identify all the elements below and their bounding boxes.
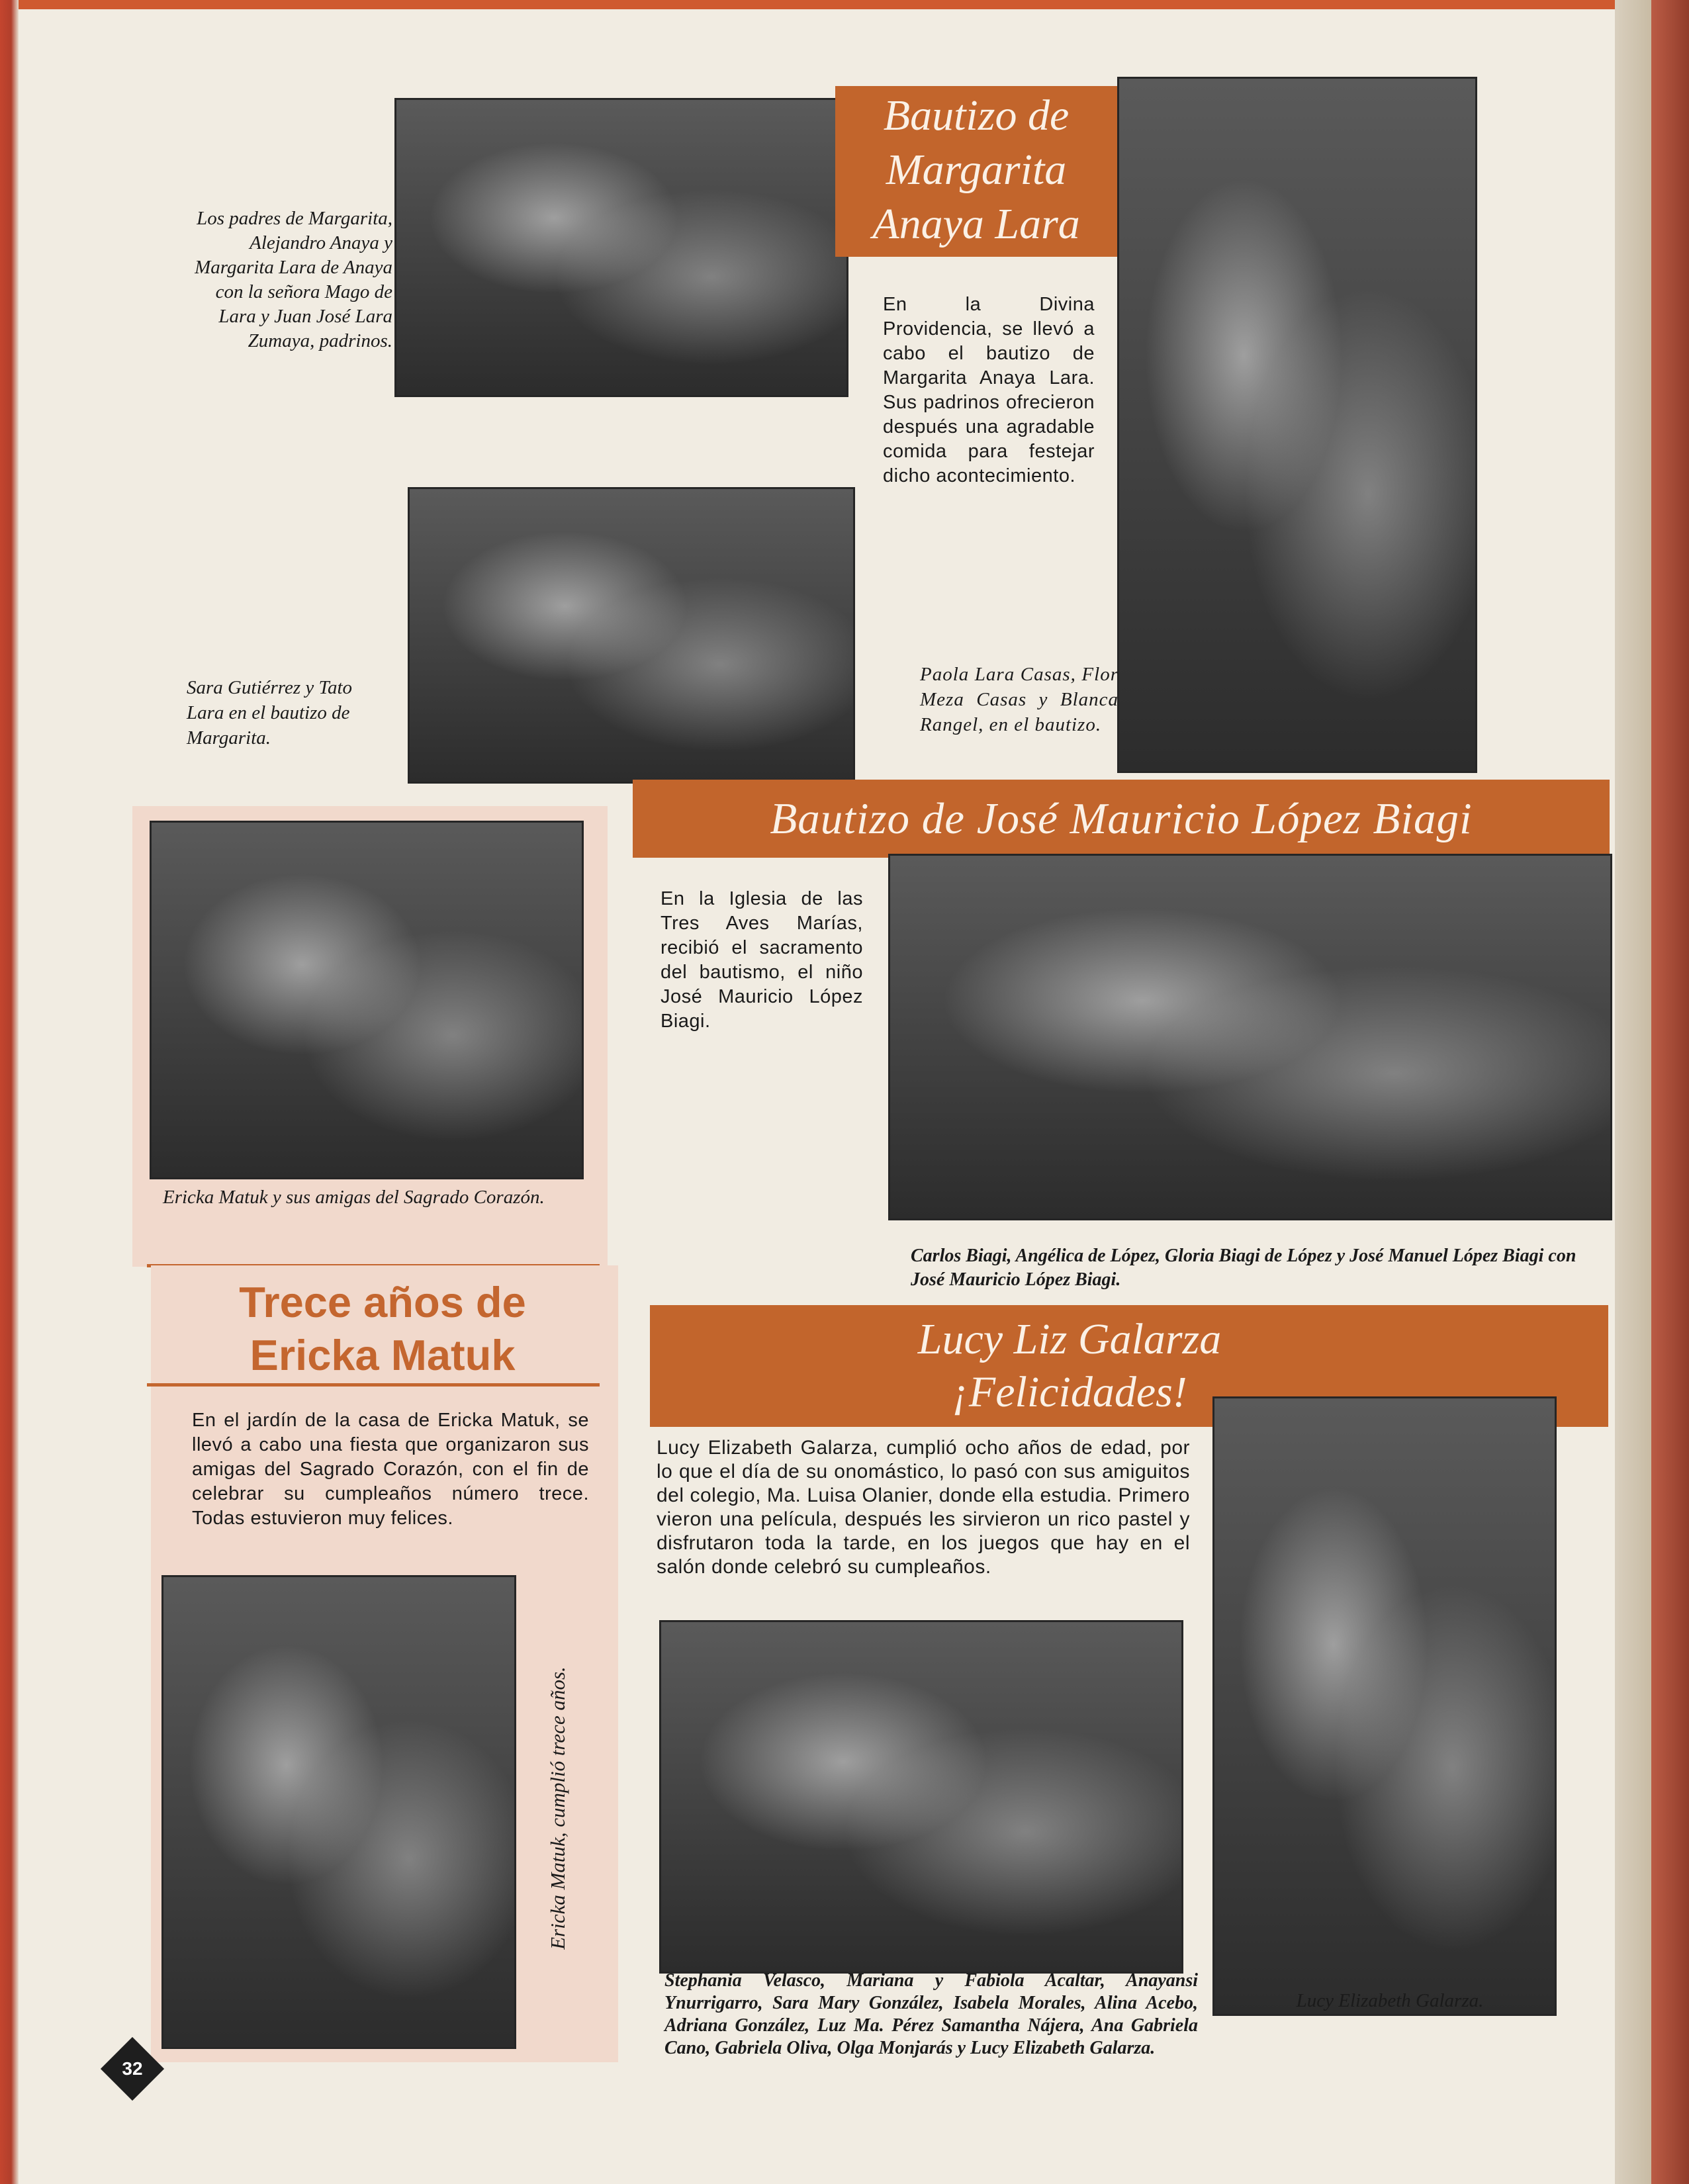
title-line-3: Anaya Lara [872,200,1080,248]
page-left-edge [0,0,19,2184]
photo-jose-mauricio [888,854,1612,1220]
photo-ericka-group [150,821,584,1179]
title-line-1: Bautizo de [883,91,1070,140]
title-line-2: Margarita [886,146,1067,194]
ericka-title-line-2: Ericka Matuk [250,1331,516,1379]
banner-jose-mauricio-title: Bautizo de José Mauricio López Biagi [633,780,1610,858]
body-margarita: En la Divina Providencia, se llevó a cabo el bautizo de Margarita Anaya Lara. Sus padrinos ofrecieron después una agradable comida para festejar dicho acontecimiento. [883,294,1095,486]
binding-spine-cover [1651,0,1689,2184]
caption-ericka-portrait: Ericka Matuk, cumplió trece años. [546,1666,569,1950]
photo-margarita-girls [1117,77,1477,773]
photo-margarita-parents [394,98,848,397]
caption-jose-mauricio: Carlos Biagi, Angélica de López, Gloria Biagi de López y José Manuel López Biagi con José Mauricio López Biagi. [911,1246,1576,1290]
page-number-badge [101,2037,164,2101]
caption-ericka-group: Ericka Matuk y sus amigas del Sagrado Corazón. [163,1187,545,1208]
ericka-title-line-1: Trece años de [239,1278,526,1326]
body-ericka: En el jardín de la casa de Ericka Matuk, se llevó a cabo una fiesta que organizaron sus amigas del Sagrado Corazón, con el fin de celebrar su cumpleaños número trece. Todas estuvieron muy felices. [192,1410,589,1529]
caption-margarita-parents: Los padres de Margarita, Alejandro Anaya y Margarita Lara de Anaya con la señora Mago de Lara y Juan José Lara Zumaya, padrinos. [195,208,392,351]
lucy-title-line-2: ¡Felicidades! [952,1368,1187,1416]
photo-ericka-portrait [161,1575,516,2049]
photo-lucy-group [659,1620,1183,1974]
ericka-rule-bottom [147,1383,600,1387]
caption-lucy-group: Stephania Velasco, Mariana y Fabiola Acaltar, Anayansi Ynurrigarro, Sara Mary González, Isabela Morales, Alina Acebo, Adriana González, Luz Ma. Pérez Samantha Nájera, Ana Gabriela Cano, Gabriela Oliva, Olga Monjarás y Lucy Elizabeth Galarza. [664,1970,1198,2058]
caption-sara-tato: Sara Gutiérrez y Tato Lara en el bautizo de Margarita. [187,677,353,749]
ericka-title [151,1276,614,1382]
banner-margarita-title [835,86,1117,257]
photo-sara-tato [408,487,855,784]
body-lucy: Lucy Elizabeth Galarza, cumplió ocho años de edad, por lo que el día de su onomástico, lo pasó con sus amiguitos del colegio, Ma. Luisa Olanier, donde ella estudia. Primero vieron una película, después les sirvieron un rico pastel y disfrutaron toda la tarde, en los juegos que hay en el salón donde celebró su cumpleaños. [657,1437,1190,1578]
lucy-title-line-1: Lucy Liz Galarza [917,1315,1222,1363]
caption-margarita-girls: Paola Lara Casas, Flor Meza Casas y Blanca Rangel, en el bautizo. [920,664,1118,735]
page-number: 32 [122,2058,143,2079]
photo-lucy-portrait [1212,1396,1557,2016]
page-top-edge [0,0,1689,9]
caption-lucy-portrait: Lucy Elizabeth Galarza. [1296,1990,1484,2011]
body-jose-mauricio: En la Iglesia de las Tres Aves Marías, recibió el sacramento del bautismo, el niño José Mauricio López Biagi. [661,888,863,1032]
